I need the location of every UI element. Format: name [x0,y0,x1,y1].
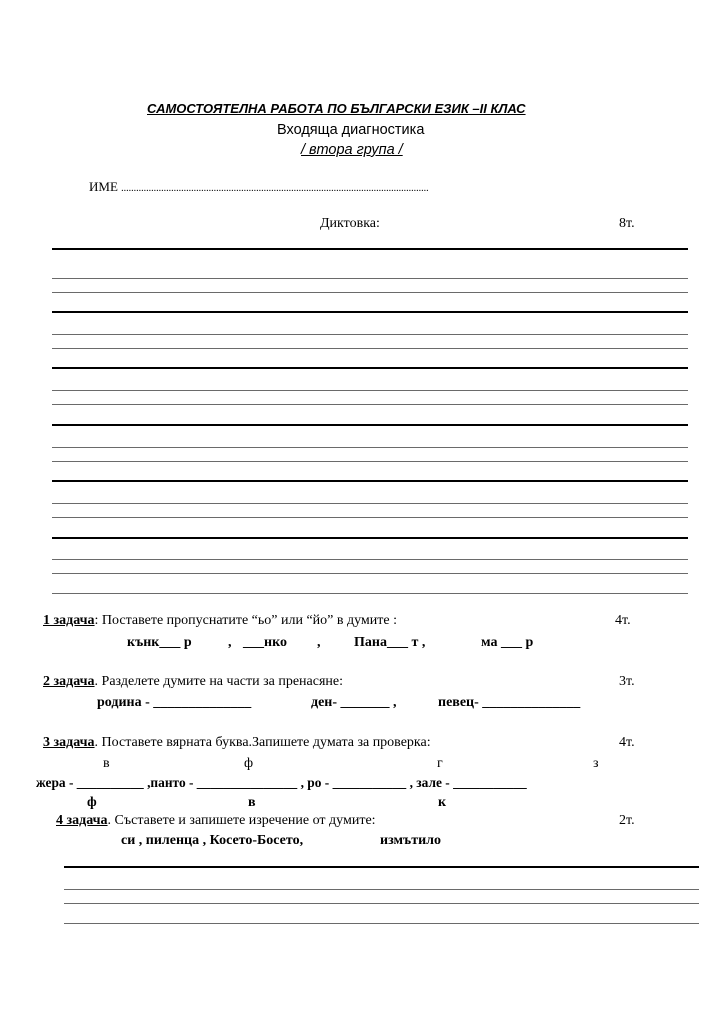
writing-line [52,311,688,313]
name-label: ИМЕ [89,179,118,194]
writing-line [52,278,688,279]
writing-line [52,248,688,250]
writing-line [52,559,688,560]
writing-line [52,461,688,462]
writing-line [52,537,688,539]
task3-points: 4т. [619,735,635,750]
dictation-label: Диктовка: [320,216,380,231]
writing-line [64,889,699,890]
task3-label: 3 задача [43,735,95,750]
task1-instruction [43,613,397,629]
task3-words[interactable]: жера - __________ ,панто - _______________ , ро - ___________ , зале - ___________ [36,775,527,790]
task3-instruction [43,735,431,751]
task4-word: си , пиленца , Косето-Босето, [121,833,304,848]
worksheet-subtitle: Входяща диагностика [277,122,425,138]
writing-line [64,903,699,904]
task2-word[interactable]: певец- ______________ [438,695,581,710]
task3-letter: в [103,756,110,771]
worksheet-title: САМОСТОЯТЕЛНА РАБОТА ПО БЪЛГАРСКИ ЕЗИК –II КЛАС [147,101,526,116]
writing-line [52,292,688,293]
name-dots: ........................................................................................................................... [121,183,429,194]
writing-line [52,503,688,504]
task4-instruction [56,813,376,829]
name-field[interactable] [89,179,429,195]
task2-label: 2 задача [43,674,95,689]
task1-separator: , [228,635,232,650]
task1-separator: , [317,635,321,650]
writing-line [52,367,688,369]
writing-line [52,480,688,482]
task3-letter: г [437,756,443,771]
task3-letter: ф [244,756,254,771]
task2-instruction [43,674,343,690]
writing-line [52,573,688,574]
task2-word[interactable]: ден- _______ , [311,695,397,710]
writing-line [64,923,699,924]
task2-word[interactable]: родина - ______________ [97,695,252,710]
task1-word[interactable]: ___нко [243,635,287,650]
writing-line [52,348,688,349]
writing-line [52,424,688,426]
task3-letter: з [593,756,599,771]
writing-line [52,404,688,405]
worksheet-group: / втора група / [301,142,403,158]
task3-letter: ф [87,795,97,810]
task4-points: 2т. [619,813,635,828]
task1-text: : Поставете пропуснатите “ьо” или “йо” в думите : [94,613,397,628]
task3-letter: в [248,795,256,810]
writing-line [52,390,688,391]
task2-points: 3т. [619,674,635,689]
task4-text: . Съставете и запишете изречение от думите: [107,813,376,828]
task3-text: . Поставете вярната буква.Запишете думата за проверка: [94,735,431,750]
task1-word[interactable]: ма ___ р [481,635,534,650]
task3-letter: к [438,795,447,810]
task1-word[interactable]: Пана___ т , [354,635,426,650]
dictation-points: 8т. [619,216,635,231]
writing-line [52,593,688,594]
writing-line [64,866,699,868]
writing-line [52,334,688,335]
writing-line [52,517,688,518]
task4-word: измътило [380,833,441,848]
writing-line [52,447,688,448]
task1-points: 4т. [615,613,631,628]
task1-label: 1 задача [43,613,95,628]
task1-word[interactable]: кънк___ р [127,635,192,650]
task2-text: . Разделете думите на части за пренасяне: [94,674,344,689]
task4-label: 4 задача [56,813,108,828]
